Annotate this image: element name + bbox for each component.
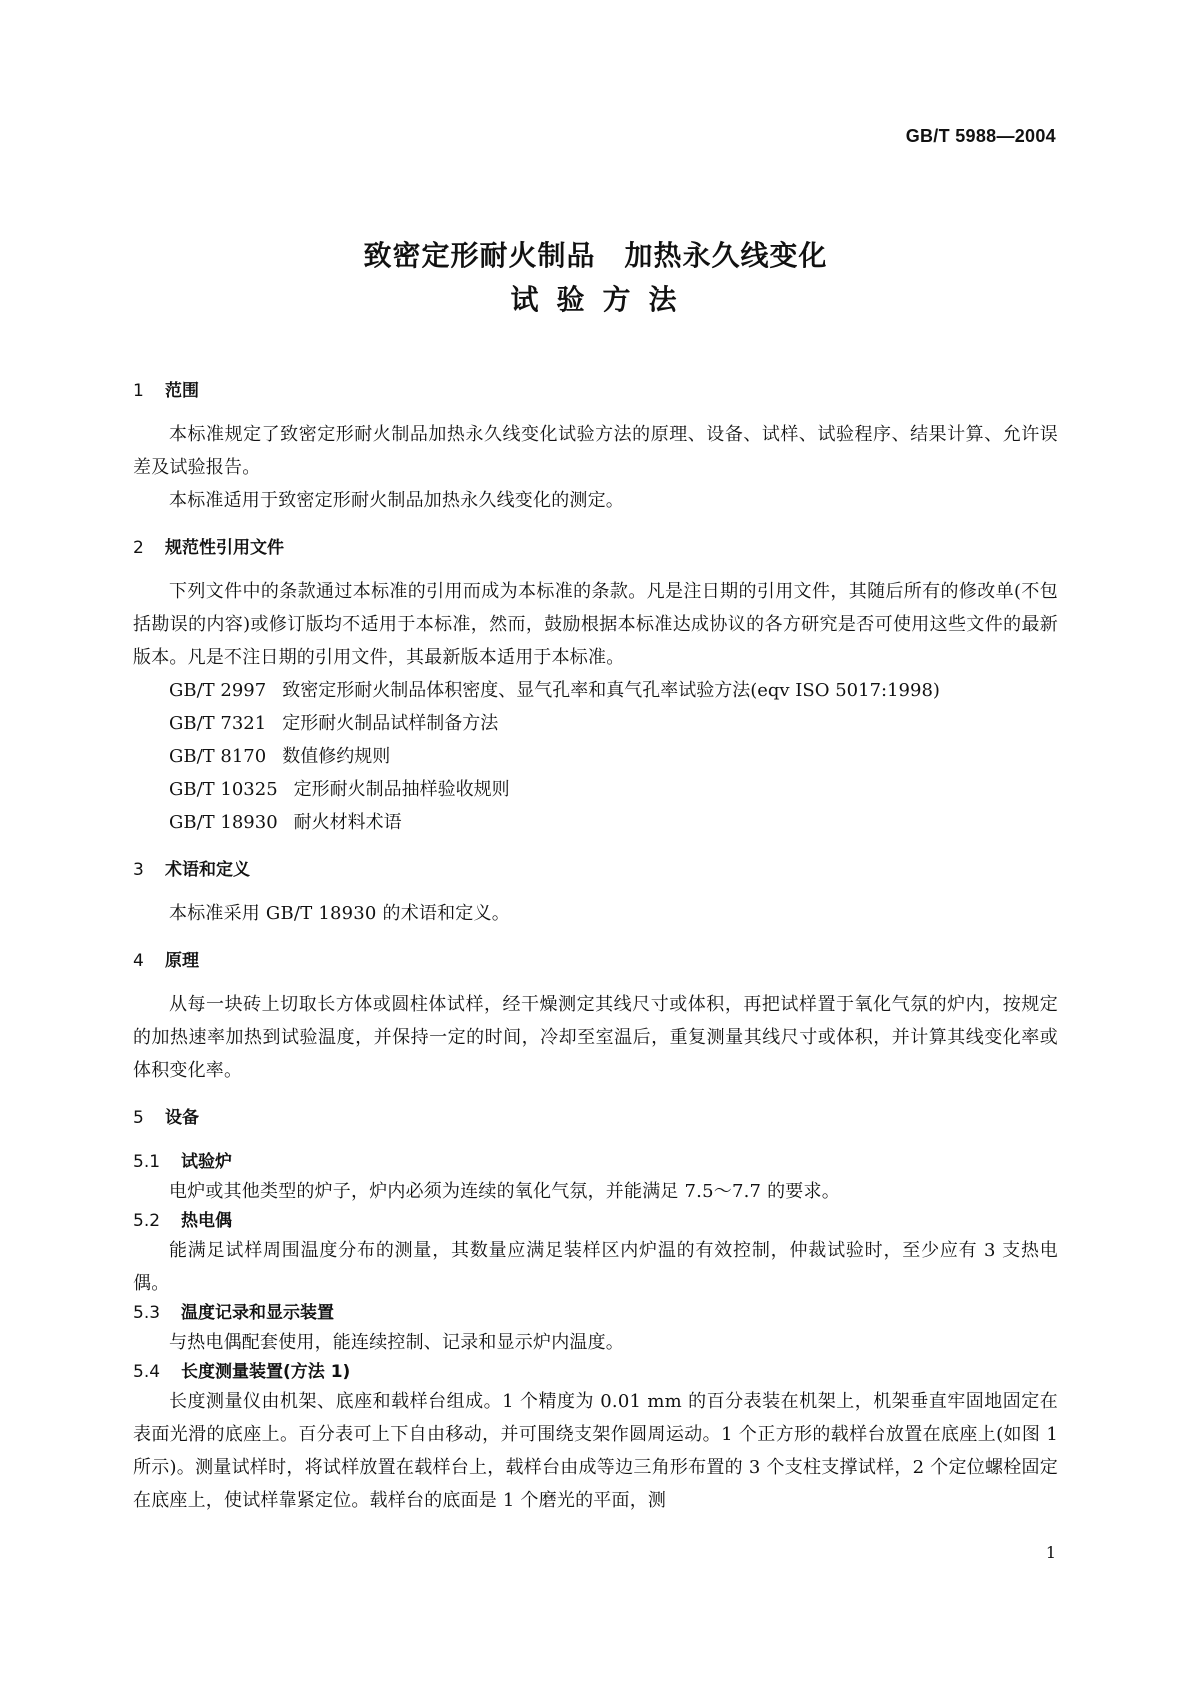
reference-title: 耐火材料术语: [293, 812, 402, 833]
section-title: 原理: [165, 951, 199, 971]
reference-title: 致密定形耐火制品体积密度、显气孔率和真气孔率试验方法(eqv ISO 5017:1998): [282, 680, 940, 701]
reference-code: GB/T 7321: [169, 713, 267, 734]
subsection-number: 5.1: [133, 1152, 161, 1172]
section-number: 1: [133, 381, 144, 401]
subsection-5-3-heading: [133, 1300, 1058, 1326]
subsection-5-2-heading: [133, 1208, 1058, 1234]
section-2-paragraph-1: 下列文件中的条款通过本标准的引用而成为本标准的条款。凡是注日期的引用文件，其随后所有的修改单(不包括勘误的内容)或修订版均不适用于本标准，然而，鼓励根据本标准达成协议的各方研究是否可使用这些文件的最新版本。凡是不注日期的引用文件，其最新版本适用于本标准。: [133, 581, 1058, 668]
subsection-title: 试验炉: [181, 1152, 232, 1172]
section-number: 3: [133, 860, 144, 880]
section-5-heading: [133, 1105, 1058, 1131]
section-number: 2: [133, 538, 144, 558]
subsection-5-3-paragraph: 与热电偶配套使用，能连续控制、记录和显示炉内温度。: [169, 1332, 624, 1353]
section-title: 术语和定义: [165, 860, 250, 880]
subsection-5-2-paragraph: 能满足试样周围温度分布的测量，其数量应满足装样区内炉温的有效控制，仲裁试验时，至少应有 3 支热电偶。: [133, 1240, 1058, 1294]
subsection-title: 长度测量装置(方法 1): [181, 1362, 351, 1382]
section-title: 设备: [165, 1108, 199, 1128]
subsection-5-4-heading: [133, 1359, 1058, 1385]
subsection-number: 5.3: [133, 1303, 161, 1323]
subsection-title: 热电偶: [181, 1211, 232, 1231]
reference-item: [133, 806, 1058, 839]
reference-item: [133, 740, 1058, 773]
section-title: 规范性引用文件: [165, 538, 284, 558]
subsection-title: 温度记录和显示装置: [181, 1303, 334, 1323]
reference-title: 定形耐火制品抽样验收规则: [293, 779, 510, 800]
section-title: 范围: [165, 381, 199, 401]
subsection-5-4-paragraph: 长度测量仪由机架、底座和载样台组成。1 个精度为 0.01 mm 的百分表装在机架上，机架垂直牢固地固定在表面光滑的底座上。百分表可上下自由移动，并可围绕支架作圆周运动。1 个正方形的载样台放置在底座上(如图 1 所示)。测量试样时，将试样放置在载样台上，载样台由成等边三角形布置的 3 个支柱支撑试样，2 个定位螺栓固定在底座上，使试样靠紧定位。载样台的底面是 1 个磨光的平面，测: [133, 1391, 1058, 1511]
reference-title: 定形耐火制品试样制备方法: [282, 713, 499, 734]
subsection-number: 5.2: [133, 1211, 161, 1231]
document-body: [133, 378, 1058, 1517]
subsection-5-1-heading: [133, 1149, 1058, 1175]
standard-code: GB/T 5988—2004: [905, 126, 1056, 146]
section-4-paragraph-1: 从每一块砖上切取长方体或圆柱体试样，经干燥测定其线尺寸或体积，再把试样置于氧化气氛的炉内，按规定的加热速率加热到试验温度，并保持一定的时间，冷却至室温后，重复测量其线尺寸或体积，并计算其线变化率或体积变化率。: [133, 994, 1058, 1081]
section-number: 4: [133, 951, 144, 971]
section-4-heading: [133, 948, 1058, 974]
section-3-paragraph-1: 本标准采用 GB/T 18930 的术语和定义。: [169, 903, 510, 924]
section-2-heading: [133, 535, 1058, 561]
reference-title: 数值修约规则: [282, 746, 391, 767]
document-title-line2: 试验方法: [510, 283, 695, 316]
reference-code: GB/T 2997: [169, 680, 267, 701]
subsection-5-1-paragraph: 电炉或其他类型的炉子，炉内必须为连续的氧化气氛，并能满足 7.5～7.7 的要求。: [169, 1181, 840, 1202]
reference-item: [133, 707, 1058, 740]
reference-item: [133, 773, 1058, 806]
subsection-number: 5.4: [133, 1362, 161, 1382]
section-number: 5: [133, 1108, 144, 1128]
section-1-paragraph-1: 本标准规定了致密定形耐火制品加热永久线变化试验方法的原理、设备、试样、试验程序、结果计算、允许误差及试验报告。: [133, 424, 1058, 478]
reference-item: [133, 674, 1058, 707]
section-1-paragraph-2: 本标准适用于致密定形耐火制品加热永久线变化的测定。: [169, 490, 624, 511]
reference-code: GB/T 8170: [169, 746, 267, 767]
reference-code: GB/T 10325: [169, 779, 278, 800]
section-1-heading: [133, 378, 1058, 404]
page-number: 1: [1045, 1543, 1056, 1562]
reference-code: GB/T 18930: [169, 812, 278, 833]
document-title-line1: 致密定形耐火制品 加热永久线变化: [363, 239, 828, 272]
section-3-heading: [133, 857, 1058, 883]
